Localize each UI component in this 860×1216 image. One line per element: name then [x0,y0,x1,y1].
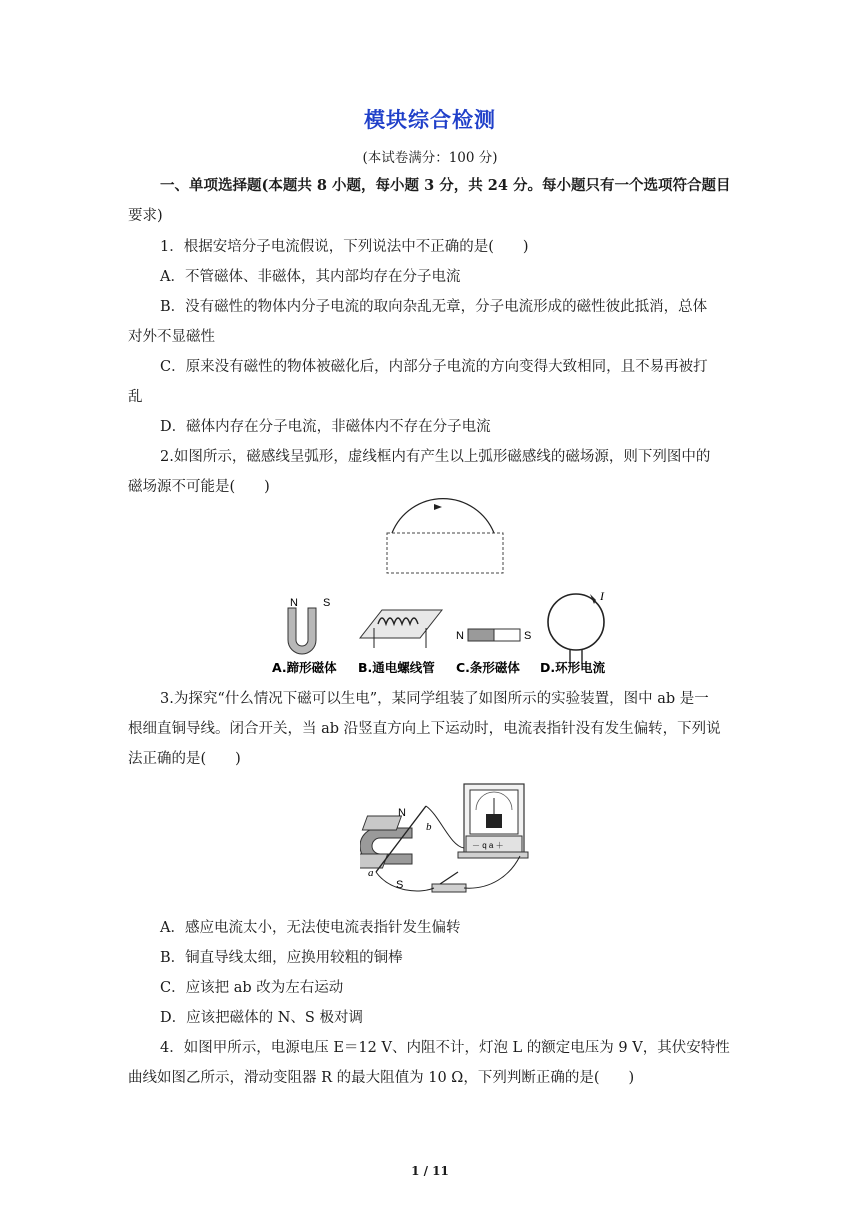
q1-stem: 1．根据安培分子电流假说，下列说法中不正确的是( ) [160,239,529,255]
wire-b-label: b [426,821,432,833]
magnetic-source-options [270,588,620,678]
q3-stem-cont1: 根细直铜导线。闭合开关，当 ab 沿竖直方向上下运动时，电流表指针没有发生偏转，下列说 [128,721,721,737]
q3-stem-cont2: 法正确的是( ) [128,751,241,767]
q1-option-b-cont: 对外不显磁性 [128,329,215,345]
caption-b: B.通电螺线管 [358,660,435,675]
q3-option-a: A．感应电流太小，无法使电流表指针发生偏转 [160,920,461,936]
q2-stem-cont: 磁场源不可能是( ) [128,479,270,495]
horseshoe-magnet-icon [288,608,316,654]
caption-d: D.环形电流 [540,660,606,675]
current-label: I [600,589,604,603]
q1-option-a: A．不管磁体、非磁体，其内部均存在分子电流 [160,269,461,285]
page-number: 1 / 11 [411,1164,449,1178]
q1-option-c-cont: 乱 [128,389,143,405]
meter-terminal-labels: － q a ＋ [472,841,504,850]
q1-option-b: B．没有磁性的物体内分子电流的取向杂乱无章，分子电流形成的磁性彼此抵消，总体 [160,299,708,315]
caption-c: C.条形磁体 [456,660,520,675]
induction-apparatus-figure [360,776,540,906]
bar-n-label: N [456,630,464,642]
q3-stem: 3.为探究“什么情况下磁可以生电”，某同学组装了如图所示的实验装置，图中 ab 是一 [160,691,709,707]
page-title: 模块综合检测 [364,107,496,132]
ring-current-icon [548,594,604,664]
q2-stem: 2.如图所示，磁感线呈弧形，虚线框内有产生以上弧形磁感线的磁场源，则下列图中的 [160,449,711,465]
q3-option-b: B．铜直导线太细，应换用较粗的铜棒 [160,950,403,966]
q1-option-c: C．原来没有磁性的物体被磁化后，内部分子电流的方向变得大致相同，且不易再被打 [160,359,708,375]
page-subtitle: (本试卷满分：100 分) [362,150,498,166]
caption-a: A.蹄形磁体 [272,660,337,675]
q4-stem-cont: 曲线如图乙所示，滑动变阻器 R 的最大阻值为 10 Ω，下列判断正确的是( ) [128,1070,635,1086]
section-heading-cont: 要求) [128,208,163,224]
switch-icon [432,872,466,892]
horseshoe-s-label: S [323,597,331,609]
bar-magnet-icon [468,629,520,641]
q4-stem: 4．如图甲所示，电源电压 E＝12 V、内阻不计，灯泡 L 的额定电压为 9 V，其伏安特性 [160,1040,730,1056]
wire-a-label: a [368,867,374,879]
field-line-figure [380,495,510,579]
magnet-n-label: N [398,807,406,819]
section-heading: 一、单项选择题(本题共 8 小题，每小题 3 分，共 24 分。每小题只有一个选项符合题目 [160,177,731,194]
horseshoe-n-label: N [290,597,298,609]
q3-option-c: C．应该把 ab 改为左右运动 [160,980,344,996]
magnet-s-label: S [396,879,404,891]
q3-option-d: D．应该把磁体的 N、S 极对调 [160,1010,363,1026]
q1-option-d: D．磁体内存在分子电流，非磁体内不存在分子电流 [160,419,491,435]
solenoid-icon [360,610,442,648]
bar-s-label: S [524,630,532,642]
